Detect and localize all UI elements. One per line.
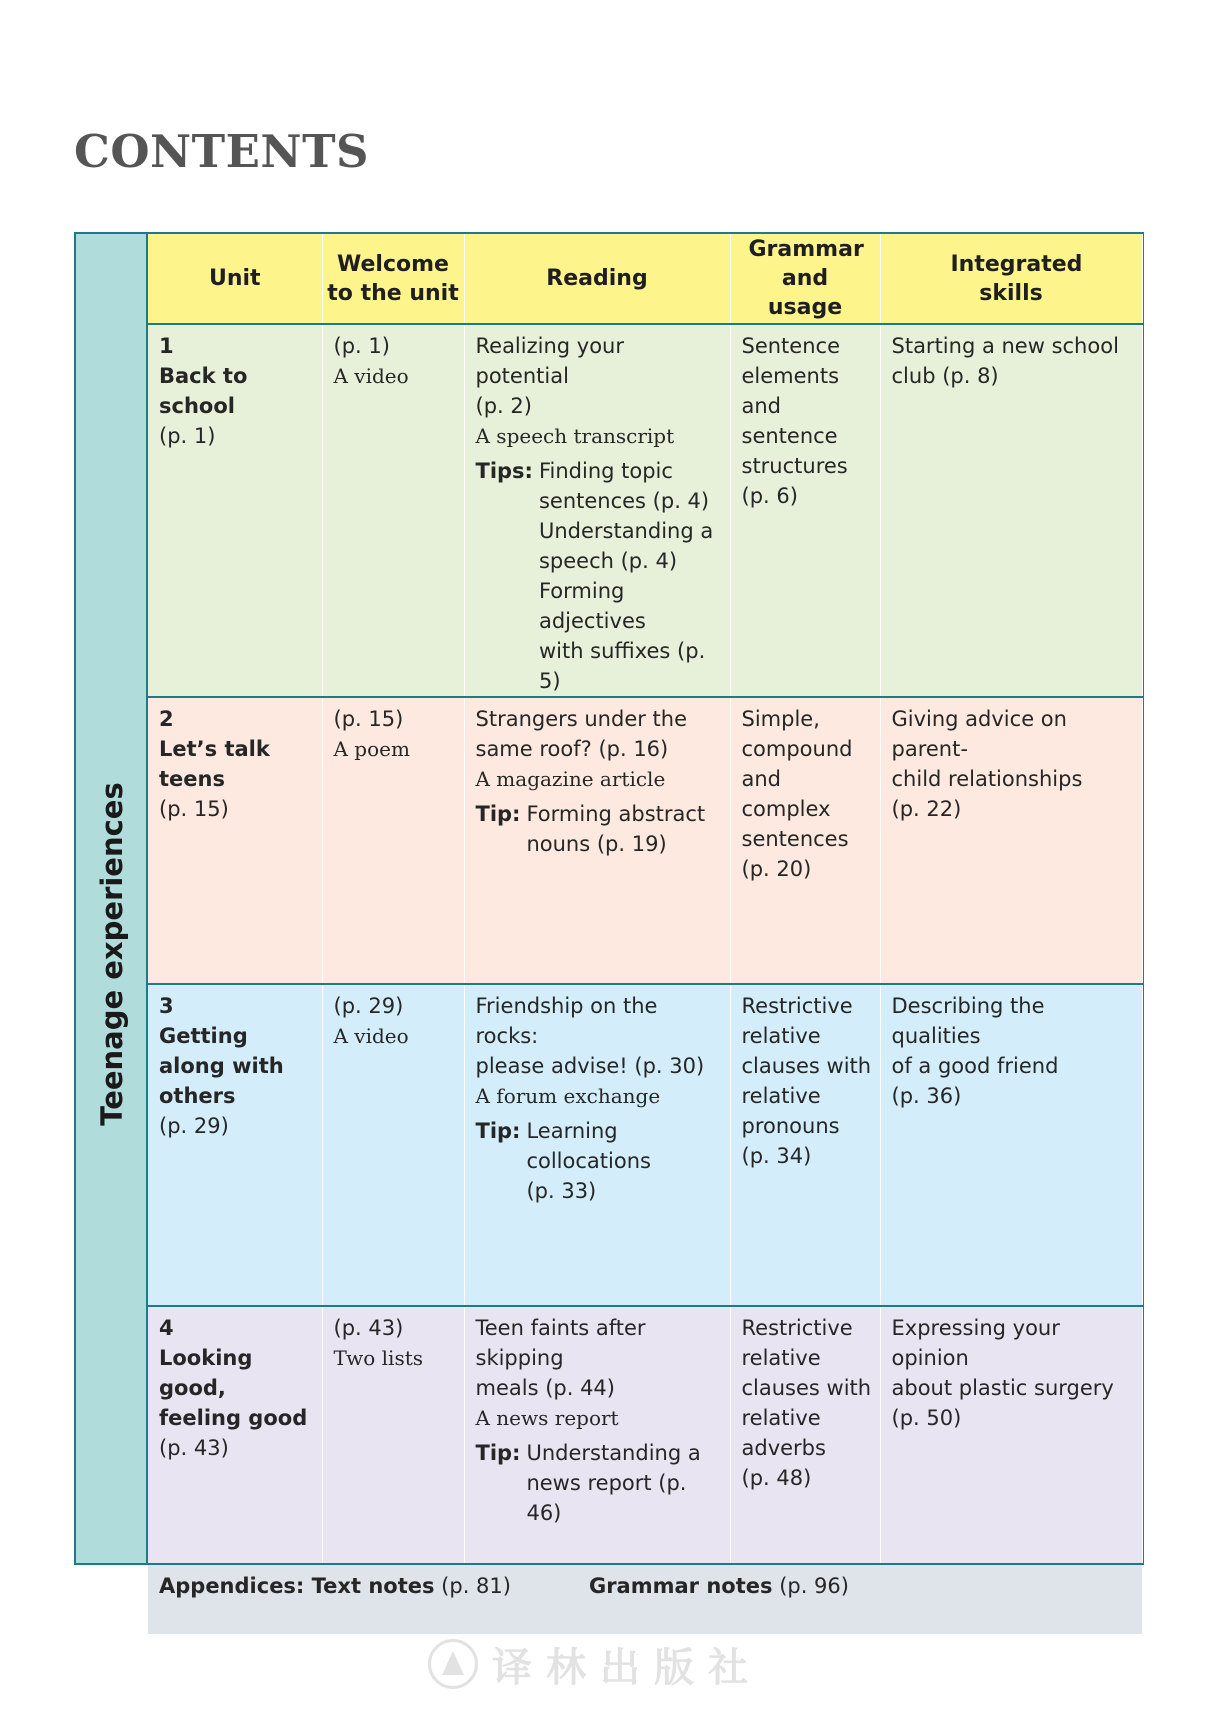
tip-line: Learning collocations <box>526 1119 651 1173</box>
welcome-page: (p. 15) <box>333 707 404 731</box>
grammar-line: pronouns <box>741 1114 840 1138</box>
grammar-line: sentences <box>741 827 849 851</box>
contents-table <box>148 234 1143 1634</box>
grammar-cell <box>730 697 880 984</box>
skills-cell <box>880 1306 1142 1564</box>
skills-line: (p. 50) <box>891 1406 962 1430</box>
reading-page: meals (p. 44) <box>475 1376 615 1400</box>
grammar-line: clauses with <box>741 1054 872 1078</box>
publisher-name: 译林出版社 <box>492 1643 762 1691</box>
page-title: CONTENTS <box>74 125 370 178</box>
tip-label: Tip: <box>475 802 521 826</box>
tip-line: with suffixes (p. 5) <box>538 639 706 693</box>
column-header-grammar: Grammar and usage <box>730 234 880 324</box>
grammar-line: (p. 48) <box>741 1466 812 1490</box>
welcome-type: A video <box>333 364 409 388</box>
unit-row <box>148 324 1142 697</box>
appendices-row <box>148 1564 1142 1634</box>
reading-cell <box>464 1306 730 1564</box>
reading-title[interactable]: Friendship on the rocks: <box>475 994 658 1048</box>
skills-line: Describing the qualities <box>891 994 1045 1048</box>
unit-cell <box>148 984 322 1306</box>
unit-cell <box>148 1306 322 1564</box>
skills-line: (p. 22) <box>891 797 962 821</box>
reading-page: please advise! (p. 30) <box>475 1054 705 1078</box>
skills-line: about plastic surgery <box>891 1376 1114 1400</box>
theme-sidebar <box>76 234 148 1563</box>
welcome-page: (p. 43) <box>333 1316 404 1340</box>
welcome-cell <box>322 697 464 984</box>
tip-line: nouns (p. 19) <box>526 832 667 856</box>
welcome-page: (p. 29) <box>333 994 404 1018</box>
welcome-type: A poem <box>333 737 410 761</box>
skills-line: club (p. 8) <box>891 364 999 388</box>
skills-line: child relationships <box>891 767 1083 791</box>
tip-block <box>476 1116 722 1206</box>
unit-name[interactable]: Looking good, feeling good <box>159 1346 308 1430</box>
tip-block <box>476 799 722 859</box>
appendix-text-notes-page: (p. 81) <box>441 1574 511 1598</box>
tip-label: Tip: <box>475 1441 521 1465</box>
reading-cell <box>464 984 730 1306</box>
unit-cell <box>148 697 322 984</box>
unit-page: (p. 15) <box>159 797 229 821</box>
tip-line: Understanding a <box>526 1441 701 1465</box>
grammar-line: Simple, <box>741 707 820 731</box>
grammar-line: Restrictive <box>741 1316 853 1340</box>
reading-cell <box>464 697 730 984</box>
skills-cell <box>880 697 1142 984</box>
grammar-line: (p. 20) <box>741 857 812 881</box>
grammar-line: adverbs <box>741 1436 826 1460</box>
tip-block <box>476 1438 722 1528</box>
reading-type: A news report <box>475 1406 619 1430</box>
grammar-line: elements <box>741 364 840 388</box>
reading-page: same roof? (p. 16) <box>475 737 669 761</box>
unit-name[interactable]: Back to school <box>159 364 248 418</box>
appendix-grammar-notes[interactable] <box>589 1571 849 1601</box>
welcome-type: A video <box>333 1024 409 1048</box>
skills-line: Expressing your opinion <box>891 1316 1060 1370</box>
reading-type: A speech transcript <box>475 424 675 448</box>
column-header-unit: Unit <box>148 234 322 324</box>
skills-cell <box>880 984 1142 1306</box>
appendix-text-notes-label: Appendices: Text notes <box>159 1574 435 1598</box>
unit-number: 4 <box>159 1316 174 1340</box>
skills-cell <box>880 324 1142 697</box>
unit-page: (p. 1) <box>159 424 216 448</box>
unit-number: 3 <box>159 994 174 1018</box>
grammar-line: (p. 34) <box>741 1144 812 1168</box>
grammar-line: Sentence <box>741 334 840 358</box>
unit-row <box>148 1306 1142 1564</box>
tip-line: Understanding a <box>538 519 714 543</box>
tip-line: Finding topic <box>538 459 673 483</box>
grammar-line: relative <box>741 1024 821 1048</box>
unit-number: 1 <box>159 334 174 358</box>
grammar-line: structures <box>741 454 848 478</box>
skills-line: (p. 36) <box>891 1084 962 1108</box>
reading-title[interactable]: Strangers under the <box>475 707 688 731</box>
unit-number: 2 <box>159 707 174 731</box>
grammar-line: Restrictive <box>741 994 853 1018</box>
grammar-line: compound <box>741 737 853 761</box>
welcome-cell <box>322 984 464 1306</box>
tip-block <box>476 456 722 696</box>
skills-line: of a good friend <box>891 1054 1059 1078</box>
appendix-grammar-notes-label: Grammar notes <box>588 1574 773 1598</box>
reading-type: A forum exchange <box>475 1084 661 1108</box>
reading-page: (p. 2) <box>475 394 532 418</box>
tip-label: Tips: <box>475 459 533 483</box>
appendices-cell <box>148 1564 1142 1634</box>
welcome-cell <box>322 324 464 697</box>
welcome-cell <box>322 1306 464 1564</box>
column-header-skills: Integrated skills <box>880 234 1142 324</box>
grammar-line: relative <box>741 1406 821 1430</box>
publisher-logo <box>428 1636 828 1692</box>
reading-type: A magazine article <box>475 767 666 791</box>
tip-items <box>539 456 722 696</box>
welcome-page: (p. 1) <box>333 334 390 358</box>
unit-name[interactable]: Let’s talk teens <box>159 737 270 791</box>
tip-items <box>526 1438 721 1528</box>
grammar-cell <box>730 984 880 1306</box>
tip-items <box>526 799 721 859</box>
grammar-line: and complex <box>741 767 831 821</box>
reading-title[interactable]: Teen faints after skipping <box>475 1316 646 1370</box>
reading-title[interactable]: Realizing your potential <box>475 334 624 388</box>
unit-name[interactable]: Getting along with others <box>159 1024 284 1108</box>
unit-page: (p. 43) <box>159 1436 229 1460</box>
unit-row <box>148 984 1142 1306</box>
unit-row <box>148 697 1142 984</box>
appendix-text-notes[interactable] <box>159 1571 511 1601</box>
appendix-grammar-notes-page: (p. 96) <box>779 1574 849 1598</box>
grammar-cell <box>730 324 880 697</box>
unit-page: (p. 29) <box>159 1114 229 1138</box>
column-header-welcome: Welcome to the unit <box>322 234 464 324</box>
theme-label: Teenage experiences <box>95 782 129 1126</box>
tip-line: news report (p. 46) <box>526 1471 687 1525</box>
reading-cell <box>464 324 730 697</box>
header-row <box>148 234 1142 324</box>
grammar-line: clauses with <box>741 1376 872 1400</box>
publisher-seal-icon <box>428 1639 478 1689</box>
unit-cell <box>148 324 322 697</box>
grammar-line: relative <box>741 1084 821 1108</box>
welcome-type: Two lists <box>333 1346 424 1370</box>
tip-line: Forming abstract <box>526 802 706 826</box>
tip-line: Forming adjectives <box>538 579 646 633</box>
tip-line: (p. 33) <box>526 1179 597 1203</box>
grammar-line: (p. 6) <box>741 484 798 508</box>
column-header-reading: Reading <box>464 234 730 324</box>
grammar-line: relative <box>741 1346 821 1370</box>
tip-line: speech (p. 4) <box>538 549 678 573</box>
skills-line: Starting a new school <box>891 334 1119 358</box>
tip-label: Tip: <box>475 1119 521 1143</box>
grammar-cell <box>730 1306 880 1564</box>
contents-table-frame <box>74 232 1144 1598</box>
skills-line: Giving advice on parent- <box>891 707 1067 761</box>
tip-line: sentences (p. 4) <box>538 489 710 513</box>
tip-items <box>526 1116 721 1206</box>
grammar-line: and sentence <box>741 394 838 448</box>
